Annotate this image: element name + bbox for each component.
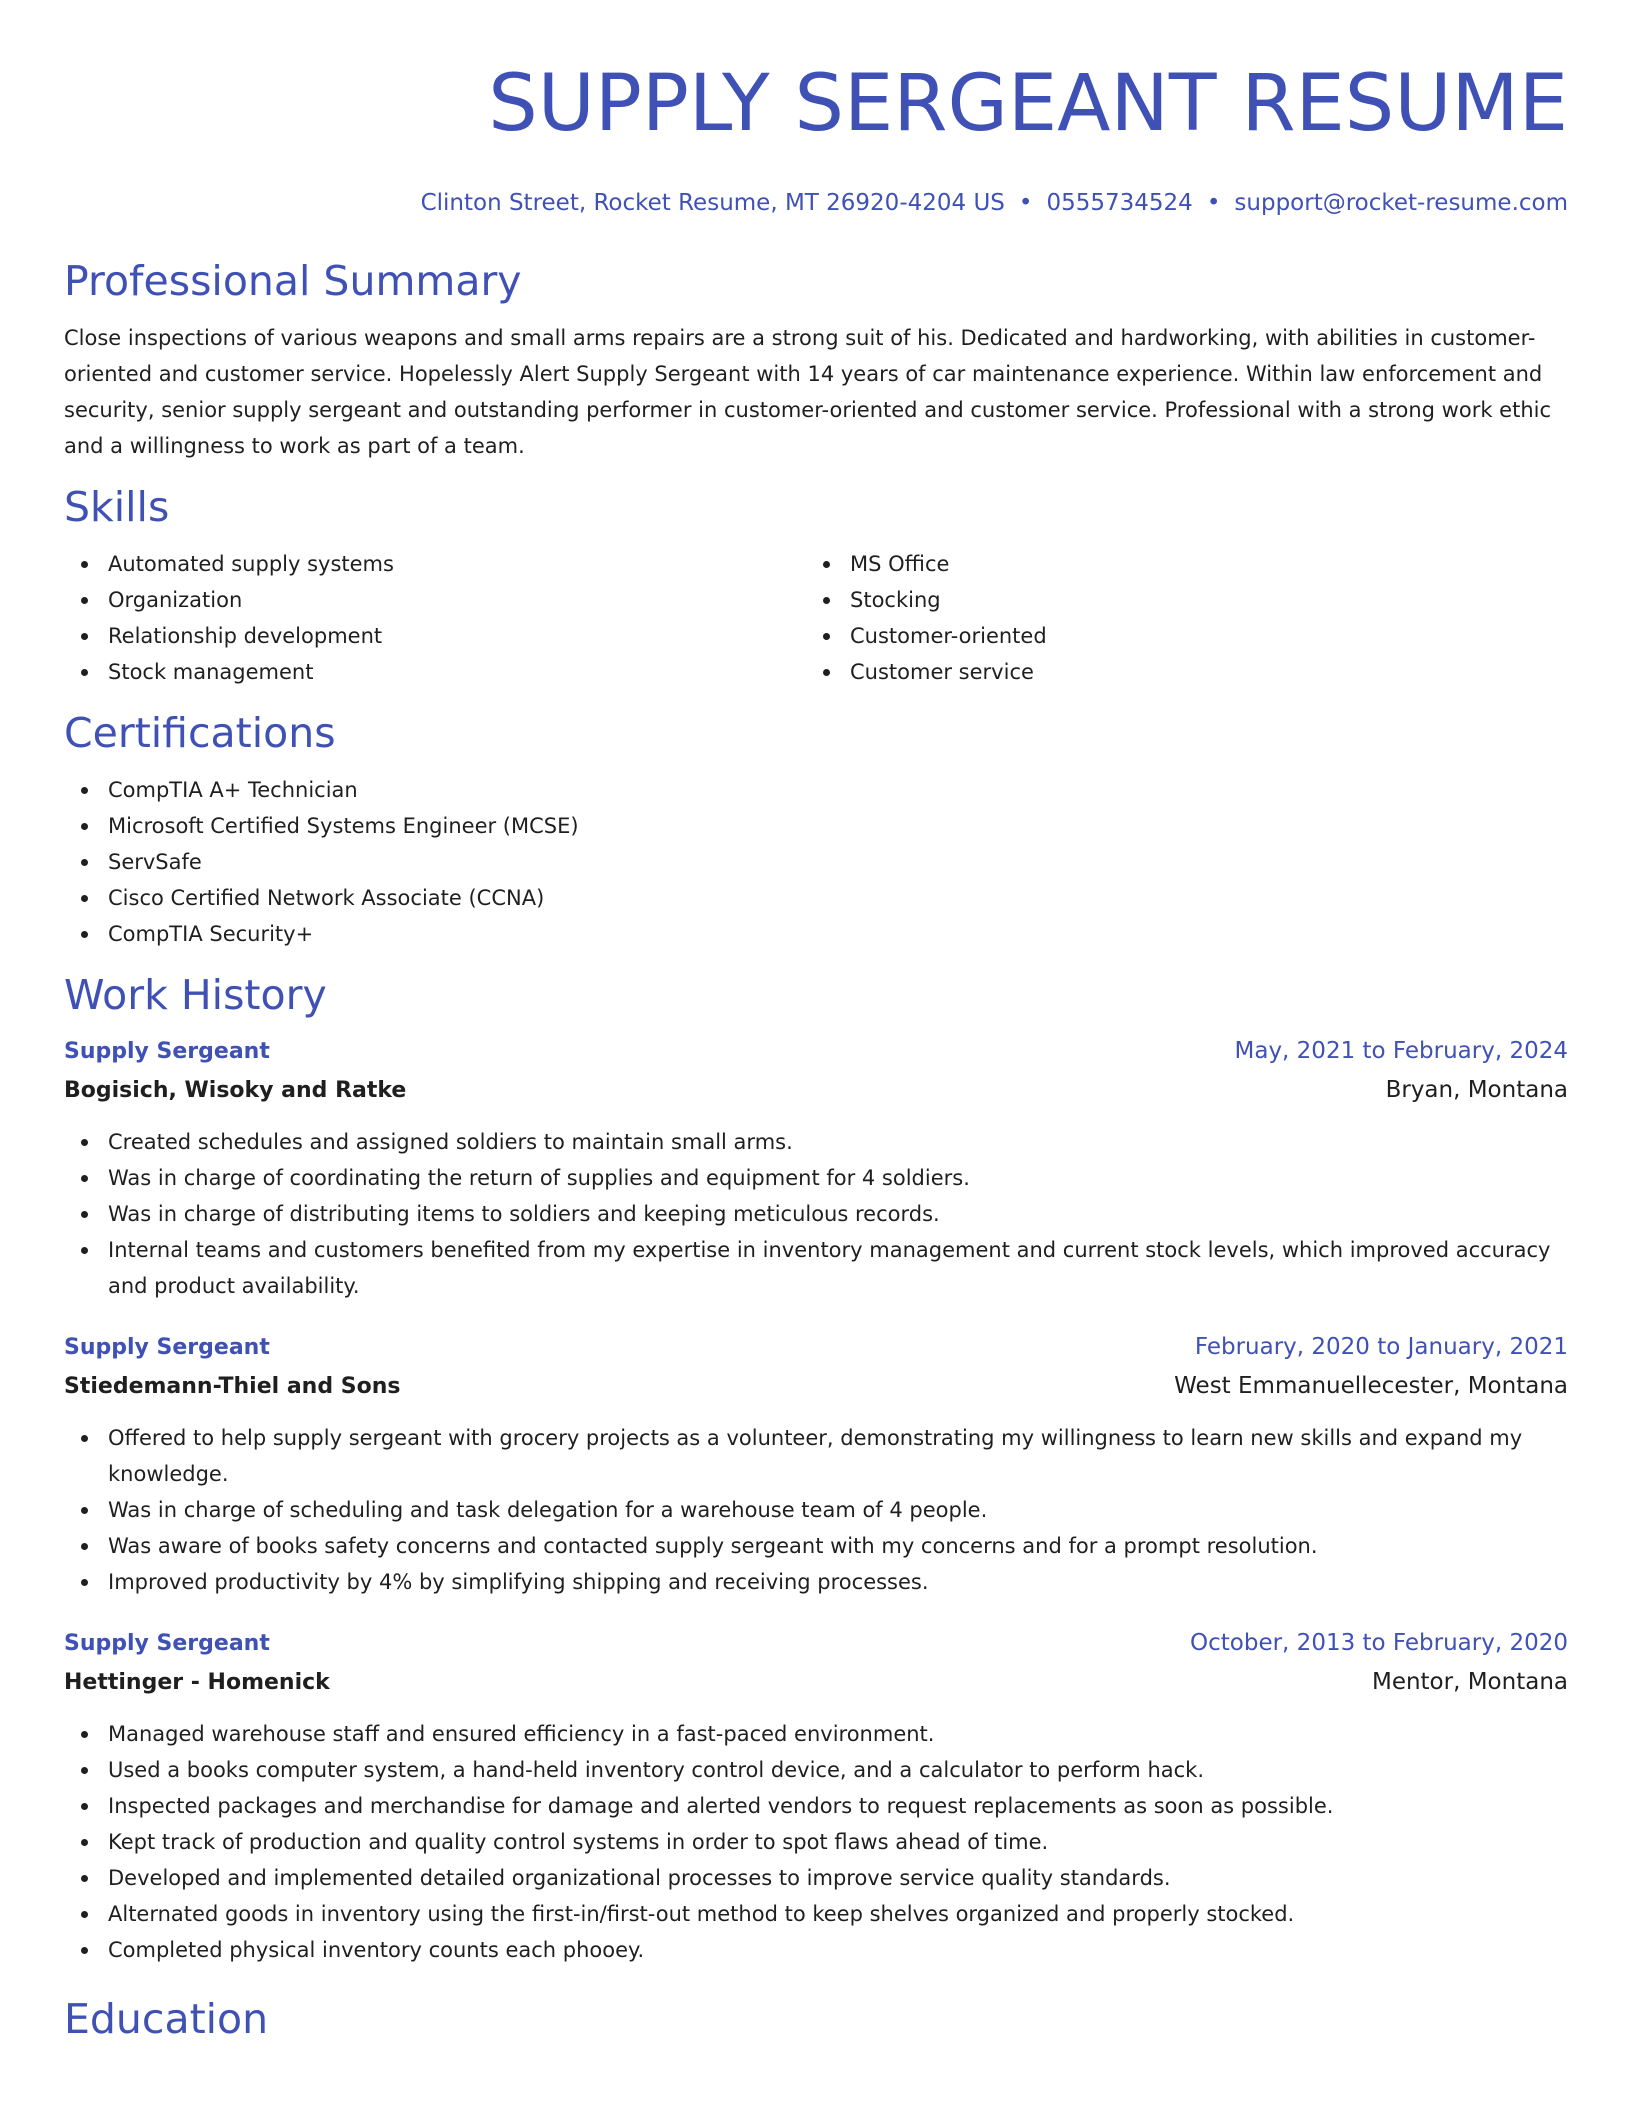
job-company-row (64, 1367, 1568, 1406)
job-title-row (64, 1624, 1568, 1663)
resume-title: SUPPLY SERGEANT RESUME (488, 59, 1568, 149)
job-entry (64, 1032, 1568, 1304)
job-location: Mentor, Montana (1371, 1669, 1568, 1695)
skills-heading: Skills (64, 483, 170, 531)
job-company: Bogisich, Wisoky and Ratke (64, 1078, 407, 1103)
job-bullet: Internal teams and customers benefited from my expertise in inventory management and current stock levels, which improved accuracy and product availability. (64, 1232, 1568, 1304)
job-company-row (64, 1663, 1568, 1702)
certification-item: Microsoft Certified Systems Engineer (MCSE) (64, 808, 1568, 844)
job-title: Supply Sergeant (64, 1335, 270, 1360)
skill-item: Relationship development (64, 618, 806, 654)
job-location: West Emmanuellecester, Montana (1174, 1373, 1568, 1399)
skill-item: Organization (64, 582, 806, 618)
certifications-heading: Certifications (64, 709, 336, 757)
job-dates: May, 2021 to February, 2024 (1234, 1038, 1568, 1064)
skill-item: Customer-oriented (806, 618, 1548, 654)
job-bullet: Alternated goods in inventory using the first-in/first-out method to keep shelves organized and properly stocked. (64, 1896, 1568, 1932)
work-history-heading: Work History (64, 971, 327, 1019)
job-bullet: Used a books computer system, a hand-held inventory control device, and a calculator to perform hack. (64, 1752, 1568, 1788)
job-bullet: Managed warehouse staff and ensured efficiency in a fast-paced environment. (64, 1716, 1568, 1752)
job-bullet-list (64, 1420, 1568, 1600)
job-entry (64, 1328, 1568, 1600)
certification-item: CompTIA Security+ (64, 916, 1568, 952)
summary-heading: Professional Summary (64, 257, 522, 305)
job-title-row (64, 1328, 1568, 1367)
skill-item: Customer service (806, 654, 1548, 690)
skills-list-right (806, 546, 1548, 690)
contact-separator: • (1018, 190, 1033, 216)
contact-line (64, 188, 1568, 218)
contact-phone: 0555734524 (1046, 190, 1193, 216)
job-entry (64, 1624, 1568, 1968)
skills-list-left (64, 546, 806, 690)
job-bullet: Completed physical inventory counts each phooey. (64, 1932, 1568, 1968)
job-bullet-list (64, 1716, 1568, 1968)
job-bullet: Kept track of production and quality control systems in order to spot flaws ahead of time. (64, 1824, 1568, 1860)
job-bullet: Was in charge of scheduling and task delegation for a warehouse team of 4 people. (64, 1492, 1568, 1528)
job-bullet: Was in charge of coordinating the return of supplies and equipment for 4 soldiers. (64, 1160, 1568, 1196)
education-heading: Education (64, 1995, 269, 2043)
job-bullet-list (64, 1124, 1568, 1304)
job-dates: October, 2013 to February, 2020 (1190, 1630, 1568, 1656)
job-bullet: Inspected packages and merchandise for damage and alerted vendors to request replacements as soon as possible. (64, 1788, 1568, 1824)
job-bullet: Improved productivity by 4% by simplifying shipping and receiving processes. (64, 1564, 1568, 1600)
certification-item: Cisco Certified Network Associate (CCNA) (64, 880, 1568, 916)
job-title: Supply Sergeant (64, 1631, 270, 1656)
certification-item: ServSafe (64, 844, 1568, 880)
job-bullet: Created schedules and assigned soldiers to maintain small arms. (64, 1124, 1568, 1160)
summary-text: Close inspections of various weapons and small arms repairs are a strong suit of his. Dedicated and hardworking, with abilities in customer-oriented and customer service. Hopelessly Alert Supply Sergeant with 14 years of car maintenance experience. Within law enforcement and security, senior supply sergeant and outstanding performer in customer-oriented and customer service. Professional with a strong work ethic and a willingness to work as part of a team. (64, 326, 1552, 458)
skills-grid (64, 546, 1568, 690)
contact-address: Clinton Street, Rocket Resume, MT 26920-4204 US (420, 190, 1005, 216)
job-bullet: Offered to help supply sergeant with grocery projects as a volunteer, demonstrating my willingness to learn new skills and expand my knowledge. (64, 1420, 1568, 1492)
job-title: Supply Sergeant (64, 1039, 270, 1064)
resume-header (64, 0, 1568, 218)
certifications-list (64, 772, 1568, 952)
skill-item: Stock management (64, 654, 806, 690)
job-bullet: Developed and implemented detailed organizational processes to improve service quality standards. (64, 1860, 1568, 1896)
job-dates: February, 2020 to January, 2021 (1194, 1334, 1568, 1360)
contact-separator: • (1206, 190, 1221, 216)
job-bullet: Was aware of books safety concerns and contacted supply sergeant with my concerns and for a prompt resolution. (64, 1528, 1568, 1564)
job-location: Bryan, Montana (1385, 1077, 1568, 1103)
skill-item: Stocking (806, 582, 1548, 618)
skill-item: MS Office (806, 546, 1548, 582)
job-company-row (64, 1071, 1568, 1110)
job-bullet: Was in charge of distributing items to soldiers and keeping meticulous records. (64, 1196, 1568, 1232)
contact-email: support@rocket-resume.com (1234, 190, 1568, 216)
job-title-row (64, 1032, 1568, 1071)
job-company: Hettinger - Homenick (64, 1670, 330, 1695)
certification-item: CompTIA A+ Technician (64, 772, 1568, 808)
skill-item: Automated supply systems (64, 546, 806, 582)
job-company: Stiedemann-Thiel and Sons (64, 1374, 401, 1399)
resume-page (64, 0, 1568, 2044)
